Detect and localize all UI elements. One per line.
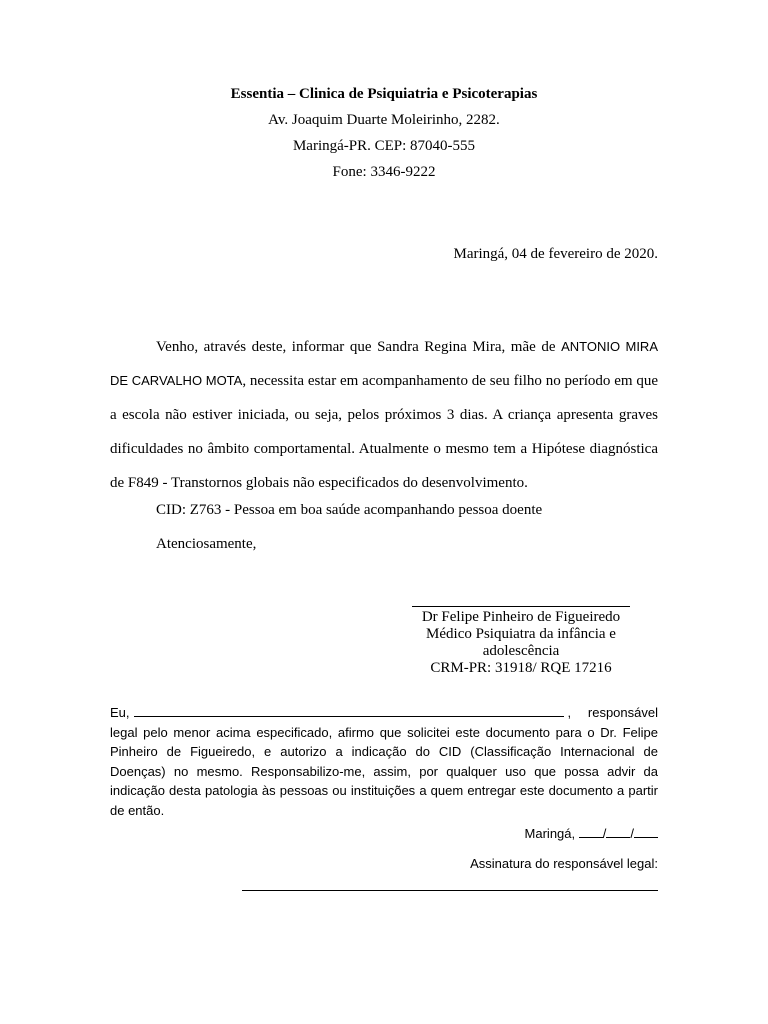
consent-date-prefix: Maringá,: [524, 826, 576, 841]
guardian-signature-line: [242, 890, 658, 891]
clinic-city-cep: Maringá-PR. CEP: 87040-555: [292, 138, 476, 154]
signature-line: [412, 606, 630, 607]
consent-prefix: Eu,: [110, 705, 130, 720]
year-blank: [634, 827, 658, 838]
doctor-title: Médico Psiquiatra da infância e adolescência: [426, 626, 616, 659]
clinic-name: Essentia – Clinica de Psiquiatria e Psicoterapias: [230, 86, 538, 102]
date-separator: /: [602, 826, 607, 841]
body-rest: , necessita estar em acompanhamento de seu filho no período em que a escola não estiver iniciada, ou seja, pelos próximos 3 dias. A criança apresenta graves dificuldades no âmbito comportamental. Atualmente o mesmo tem a Hipótese diagnóstica de F849 - Transtornos globais não especificados do desenvolvimento.: [110, 373, 658, 491]
date-separator: /: [630, 826, 634, 841]
doctor-signature-block: [412, 590, 630, 677]
guardian-consent-paragraph: [110, 703, 658, 820]
letter-body: [110, 330, 658, 500]
month-blank: [606, 827, 630, 838]
body-intro: Venho, através deste, informar que Sandra Regina Mira, mãe de: [156, 339, 562, 355]
cid-line: CID: Z763 - Pessoa em boa saúde acompanhando pessoa doente: [156, 502, 543, 518]
closing-text: Atenciosamente,: [156, 536, 257, 552]
clinic-phone: Fone: 3346-9222: [332, 164, 436, 180]
letterhead: [110, 84, 658, 188]
consent-date-line: [110, 826, 658, 841]
clinic-address: Av. Joaquim Duarte Moleirinho, 2282.: [268, 112, 500, 128]
body-paragraph: [110, 330, 658, 500]
consent-text: , responsável legal pelo menor acima especificado, afirmo que solicitei este documento para o Dr. Felipe Pinheiro de Figueiredo, e autorizo a indicação do CID (Classificação Internacional de Doenças) no mesmo. Responsabilizo-me, assim, por qualquer uso que possa advir da indicação desta patologia às pessoas ou instituições a quem entregar este documento a partir de então.: [110, 705, 658, 818]
patient-name: ANTONIO MIRA DE CARVALHO MOTA: [110, 339, 658, 388]
doctor-name: Dr Felipe Pinheiro de Figueiredo: [421, 609, 621, 625]
guardian-signature-label: Assinatura do responsável legal:: [470, 856, 658, 871]
day-blank: [579, 827, 603, 838]
guardian-name-blank: [134, 704, 564, 717]
doctor-registration: CRM-PR: 31918/ RQE 17216: [430, 660, 612, 676]
letter-date: Maringá, 04 de fevereiro de 2020.: [453, 246, 658, 262]
